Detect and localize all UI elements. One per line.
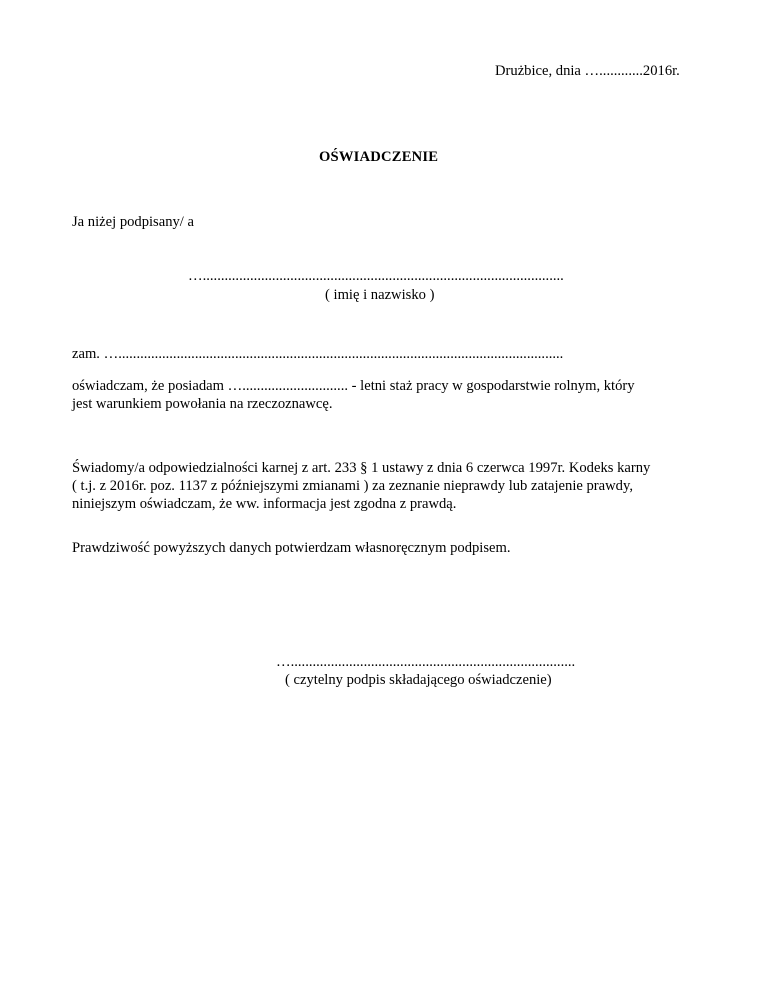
place-date-line: Drużbice, dnia …............2016r. — [495, 63, 680, 79]
confirmation-statement: Prawdziwość powyższych danych potwierdzam własnoręcznym podpisem. — [72, 540, 511, 556]
document-title: OŚWIADCZENIE — [319, 149, 439, 165]
signature-fill-line: ….............................................................................. — [276, 654, 576, 670]
name-fill-line: …................................................................................................... — [188, 268, 564, 284]
declarant-intro: Ja niżej podpisany/ a — [72, 214, 194, 230]
name-caption: ( imię i nazwisko ) — [325, 287, 435, 303]
signature-caption: ( czytelny podpis składającego oświadczenie) — [285, 672, 552, 688]
experience-statement-line-2: jest warunkiem powołania na rzeczoznawcę. — [72, 396, 333, 412]
experience-statement-line-1: oświadczam, że posiadam …............................. - letni staż pracy w gospodarstwie rolnym, który — [72, 378, 635, 394]
liability-statement-line-2: ( t.j. z 2016r. poz. 1137 z późniejszymi zmianami ) za zeznanie nieprawdy lub zatajenie prawdy, — [72, 478, 633, 494]
address-fill-line: zam. ….......................................................................................................................... — [72, 346, 564, 362]
liability-statement-line-1: Świadomy/a odpowiedzialności karnej z art. 233 § 1 ustawy z dnia 6 czerwca 1997r. Kodeks karny — [72, 460, 651, 476]
liability-statement-line-3: niniejszym oświadczam, że ww. informacja jest zgodna z prawdą. — [72, 496, 457, 512]
